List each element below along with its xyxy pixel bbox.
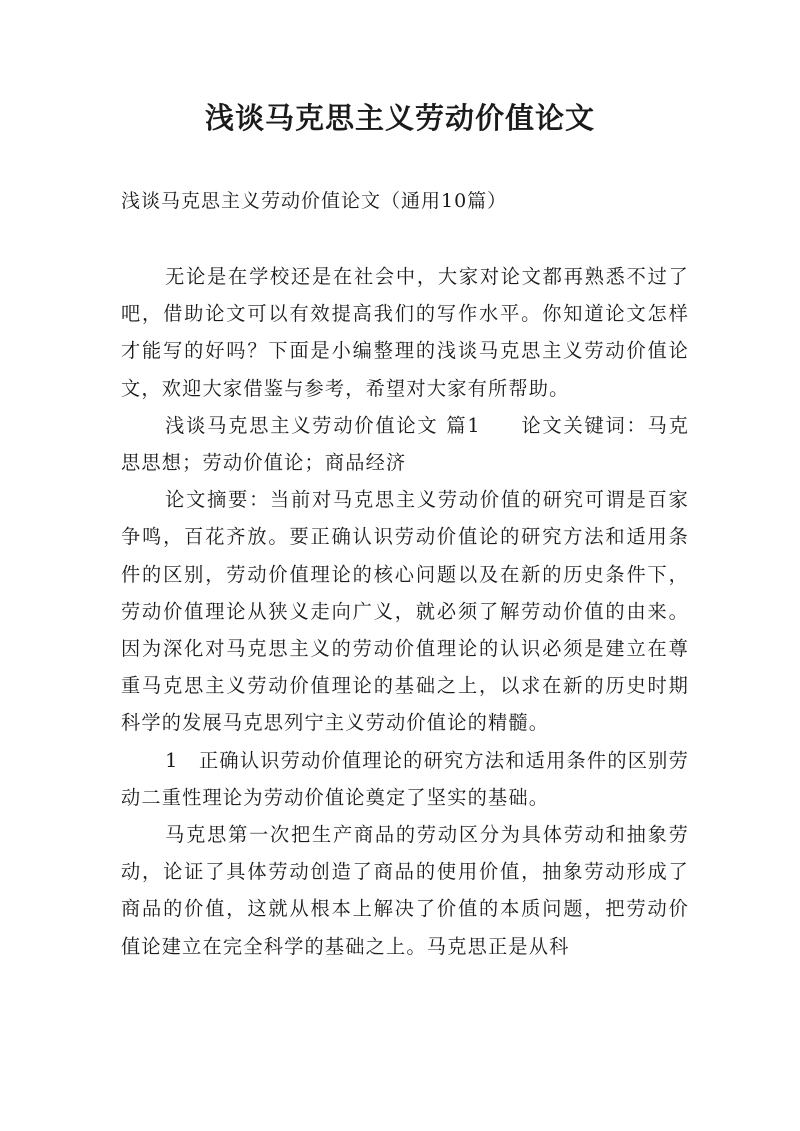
body-paragraph-1: 马克思第一次把生产商品的劳动区分为具体劳动和抽象劳动，论证了具体劳动创造了商品的使用价值，抽象劳动形成了商品的价值，这就从根本上解决了价值的本质问题，把劳动价值论建立在完全科学的基础之上。马克思正是从科 — [121, 823, 689, 958]
part1-heading-paragraph — [121, 407, 689, 481]
part1-heading: 浅谈马克思主义劳动价值论文 篇1 — [165, 413, 481, 437]
document-subtitle: 浅谈马克思主义劳动价值论文（通用10篇） — [121, 190, 508, 212]
document-body — [121, 258, 689, 965]
document-title: 浅谈马克思主义劳动价值论文 — [204, 101, 595, 135]
intro-paragraph: 无论是在学校还是在社会中，大家对论文都再熟悉不过了吧，借助论文可以有效提高我们的写作水平。你知道论文怎样才能写的好吗？下面是小编整理的浅谈马克思主义劳动价值论文，欢迎大家借鉴与参考，希望对大家有所帮助。 — [121, 265, 689, 400]
keywords-line: 论文关键词：马克思思想；劳动价值论；商品经济 — [121, 413, 689, 475]
section1-paragraph: 1 正确认识劳动价值理论的研究方法和适用条件的区别劳动二重性理论为劳动价值论奠定了坚实的基础。 — [121, 748, 689, 809]
abstract-paragraph: 论文摘要：当前对马克思主义劳动价值的研究可谓是百家争鸣，百花齐放。要正确认识劳动价值论的研究方法和适用条件的区别，劳动价值理论的核心问题以及在新的历史条件下，劳动价值理论从狭义走向广义，就必须了解劳动价值的由来。因为深化对马克思主义的劳动价值理论的认识必须是建立在尊重马克思主义劳动价值理论的基础之上，以求在新的历史时期科学的发展马克思列宁主义劳动价值论的精髓。 — [121, 488, 689, 735]
